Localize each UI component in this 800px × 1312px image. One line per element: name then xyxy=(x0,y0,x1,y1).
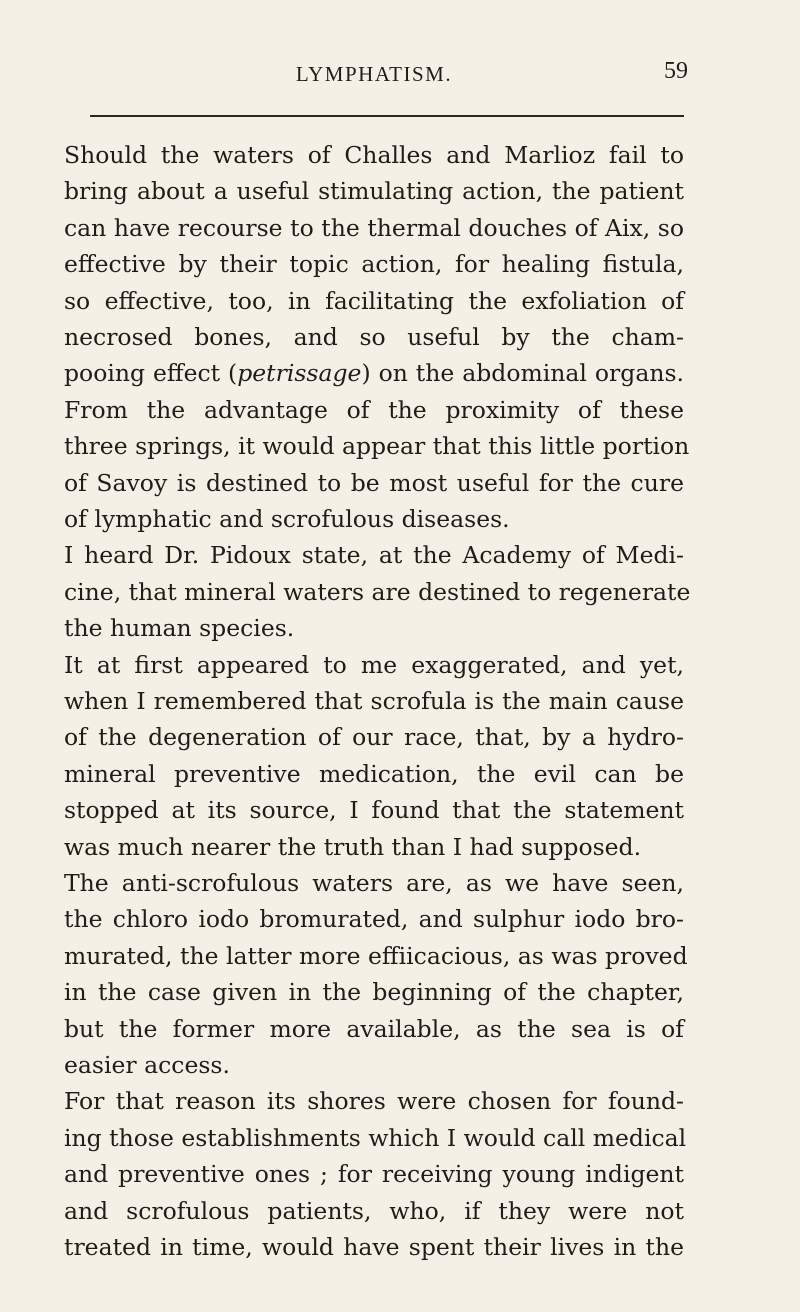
text-line: stopped at its source, I found that the statement xyxy=(64,796,684,825)
text-line: but the former more available, as the sea is of xyxy=(64,1014,684,1043)
text-line: The anti-scrofulous waters are, as we have seen, xyxy=(64,869,684,897)
text-line: It at first appeared to me exaggerated, and yet, xyxy=(64,650,684,679)
text-line: in the case given in the beginning of the chapter, xyxy=(64,978,684,1007)
text-line: treated in time, would have spent their lives in the xyxy=(64,1233,684,1261)
text-line: of Savoy is destined to be most useful for the cure xyxy=(64,468,684,497)
text-line: and scrofulous patients, who, if they were not xyxy=(64,1196,684,1225)
header-rule xyxy=(90,115,684,117)
text-line: For that reason its shores were chosen for found- xyxy=(64,1087,684,1116)
text-line: can have recourse to the thermal douches of Aix, so xyxy=(64,213,684,242)
running-title: LYMPHATISM. xyxy=(295,62,453,86)
text-line: necrosed bones, and so useful by the cham- xyxy=(64,323,684,351)
italic-term: petrissage xyxy=(237,359,362,388)
text-line: Should the waters of Challes and Marlioz fail to xyxy=(64,141,684,169)
running-head xyxy=(64,58,688,94)
text-line: the human species. xyxy=(64,614,295,643)
text-line: effective by their topic action, for healing fistula, xyxy=(64,250,684,279)
text-line: when I remembered that scrofula is the main cause xyxy=(64,687,684,715)
text-line: and preventive ones ; for receiving young indigent xyxy=(64,1160,684,1189)
text-line: bring about a useful stimulating action, the patient xyxy=(64,177,684,206)
text-line: so effective, too, in facilitating the exfoliation of xyxy=(64,286,684,315)
text-line: three springs, it would appear that this little portion xyxy=(64,432,690,461)
text-line: was much nearer the truth than I had supposed. xyxy=(64,832,642,861)
text-line: of lymphatic and scrofulous diseases. xyxy=(64,505,510,533)
text-line: I heard Dr. Pidoux state, at the Academy of Medi- xyxy=(64,541,684,570)
text-line: From the advantage of the proximity of these xyxy=(64,395,684,424)
text-line: the chloro iodo bromurated, and sulphur iodo bro- xyxy=(64,905,684,934)
text-line: easier access. xyxy=(64,1051,230,1079)
text-line: cine, that mineral waters are destined to regenerate xyxy=(64,577,691,606)
text-line: pooing effect (petrissage) on the abdominal organs. xyxy=(64,359,684,388)
text-line: ing those establishments which I would call medical xyxy=(64,1123,687,1152)
text-line: mineral preventive medication, the evil can be xyxy=(64,759,684,788)
text-line: of the degeneration of our race, that, by a hydro- xyxy=(64,723,684,752)
page-number: 59 xyxy=(664,58,688,84)
text-line: murated, the latter more effiicacious, as was proved xyxy=(64,941,688,970)
